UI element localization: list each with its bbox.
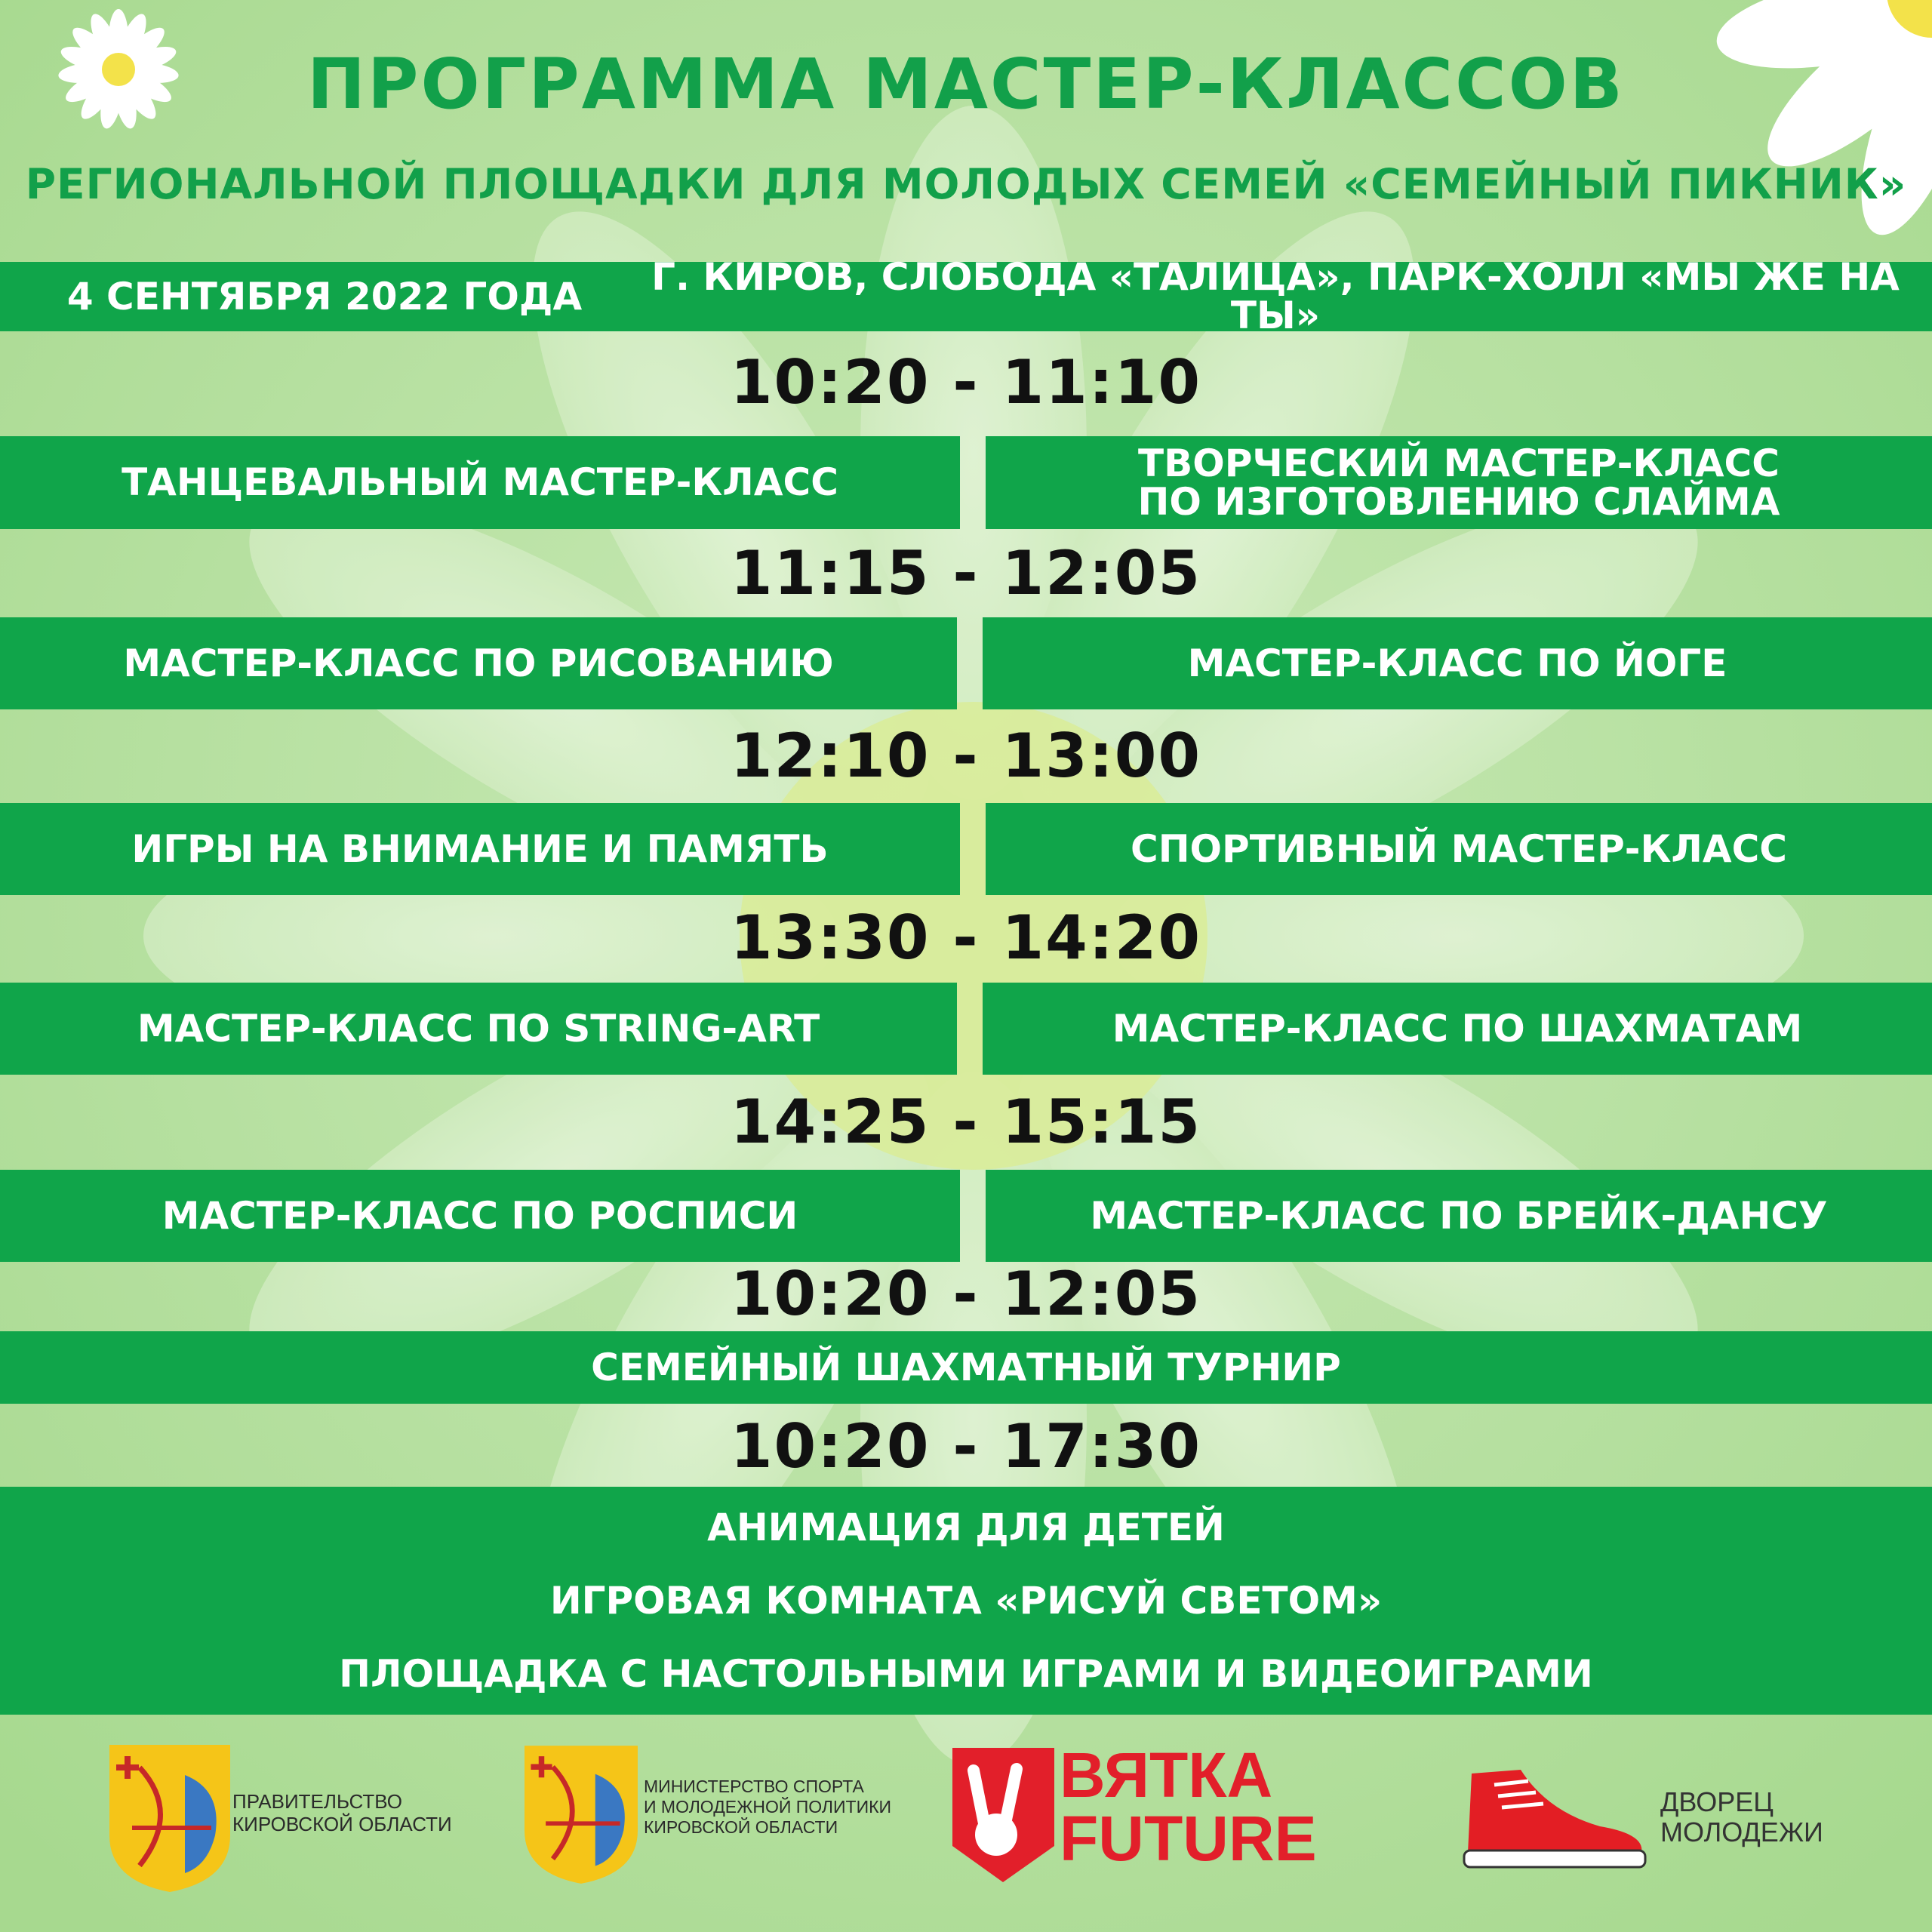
session-label: МАСТЕР-КЛАСС ПО STRING-ART — [137, 1006, 820, 1051]
session-4-left — [0, 983, 957, 1075]
session-4-right — [983, 983, 1932, 1075]
logo-line: МИНИСТЕРСТВО СПОРТА — [644, 1777, 864, 1796]
logo-line: КИРОВСКОЙ ОБЛАСТИ — [232, 1813, 452, 1835]
session-label: МАСТЕР-КЛАСС ПО РИСОВАНИЮ — [123, 641, 834, 685]
logo-line: ДВОРЕЦ — [1660, 1786, 1774, 1817]
victory-hand-icon — [952, 1748, 1054, 1882]
tournament-label: СЕМЕЙНЫЙ ШАХМАТНЫЙ ТУРНИР — [591, 1345, 1341, 1389]
session-3-right — [986, 803, 1932, 895]
list-item: ИГРОВАЯ КОМНАТА «РИСУЙ СВЕТОМ» — [549, 1578, 1383, 1623]
session-label: ТВОРЧЕСКИЙ МАСТЕР-КЛАСС — [1138, 441, 1780, 485]
ministry-logo-text — [644, 1777, 891, 1838]
time-slot-2: 11:15 - 12:05 — [730, 538, 1202, 608]
allday-list — [0, 1487, 1932, 1715]
palace-logo-text — [1660, 1787, 1823, 1847]
session-label: ПО ИЗГОТОВЛЕНИЮ СЛАЙМА — [1137, 479, 1780, 524]
session-label: ИГРЫ НА ВНИМАНИЕ И ПАМЯТЬ — [131, 826, 829, 871]
time-slot-1: 10:20 - 11:10 — [730, 347, 1202, 417]
session-5-right — [986, 1170, 1932, 1262]
logo-line: ПРАВИТЕЛЬСТВО — [232, 1790, 402, 1813]
session-label: ТАНЦЕВАЛЬНЫЙ МАСТЕР-КЛАСС — [122, 460, 838, 504]
session-label: МАСТЕР-КЛАСС ПО ШАХМАТАМ — [1112, 1006, 1803, 1051]
kirov-coat-of-arms-icon — [109, 1745, 230, 1892]
session-label: МАСТЕР-КЛАСС ПО ЙОГЕ — [1187, 641, 1727, 685]
page-title: ПРОГРАММА МАСТЕР-КЛАССОВ — [307, 44, 1625, 125]
logo-line: FUTURE — [1060, 1803, 1317, 1874]
session-label: СПОРТИВНЫЙ МАСТЕР-КЛАСС — [1131, 826, 1787, 871]
time-slot-4: 13:30 - 14:20 — [730, 903, 1202, 973]
session-label: МАСТЕР-КЛАСС ПО РОСПИСИ — [162, 1193, 798, 1238]
session-label: МАСТЕР-КЛАСС ПО БРЕЙК-ДАНСУ — [1090, 1193, 1828, 1238]
kirov-coat-of-arms-icon — [525, 1745, 638, 1884]
session-2-right — [983, 617, 1932, 709]
time-slot-5: 14:25 - 15:15 — [730, 1087, 1202, 1157]
time-slot-3: 12:10 - 13:00 — [730, 721, 1202, 791]
sneaker-icon — [1457, 1766, 1653, 1872]
time-slot-allday: 10:20 - 17:30 — [730, 1411, 1202, 1481]
time-slot-tournament: 10:20 - 12:05 — [730, 1259, 1202, 1329]
logo-line: МОЛОДЕЖИ — [1660, 1817, 1823, 1847]
vyatka-future-logo — [1060, 1740, 1317, 1874]
session-5-left — [0, 1170, 960, 1262]
logo-line: КИРОВСКОЙ ОБЛАСТИ — [644, 1817, 838, 1837]
page-subtitle: РЕГИОНАЛЬНОЙ ПЛОЩАДКИ ДЛЯ МОЛОДЫХ СЕМЕЙ «СЕМЕЙНЫЙ ПИКНИК» — [25, 160, 1907, 208]
government-logo-text — [232, 1790, 452, 1835]
session-1-left — [0, 436, 960, 529]
event-location: Г. КИРОВ, СЛОБОДА «ТАЛИЦА», ПАРК-ХОЛЛ «МЫ ЖЕ НА ТЫ» — [651, 255, 1900, 337]
logo-line: И МОЛОДЕЖНОЙ ПОЛИТИКИ — [644, 1797, 892, 1817]
logo-line: ВЯТКА — [1060, 1740, 1273, 1810]
event-date: 4 СЕНТЯБРЯ 2022 ГОДА — [66, 274, 583, 318]
list-item: ПЛОЩАДКА С НАСТОЛЬНЫМИ ИГРАМИ И ВИДЕОИГРАМИ — [339, 1651, 1593, 1696]
session-3-left — [0, 803, 960, 895]
session-1-right — [986, 436, 1932, 529]
list-item: АНИМАЦИЯ ДЛЯ ДЕТЕЙ — [707, 1505, 1225, 1549]
session-2-left — [0, 617, 957, 709]
